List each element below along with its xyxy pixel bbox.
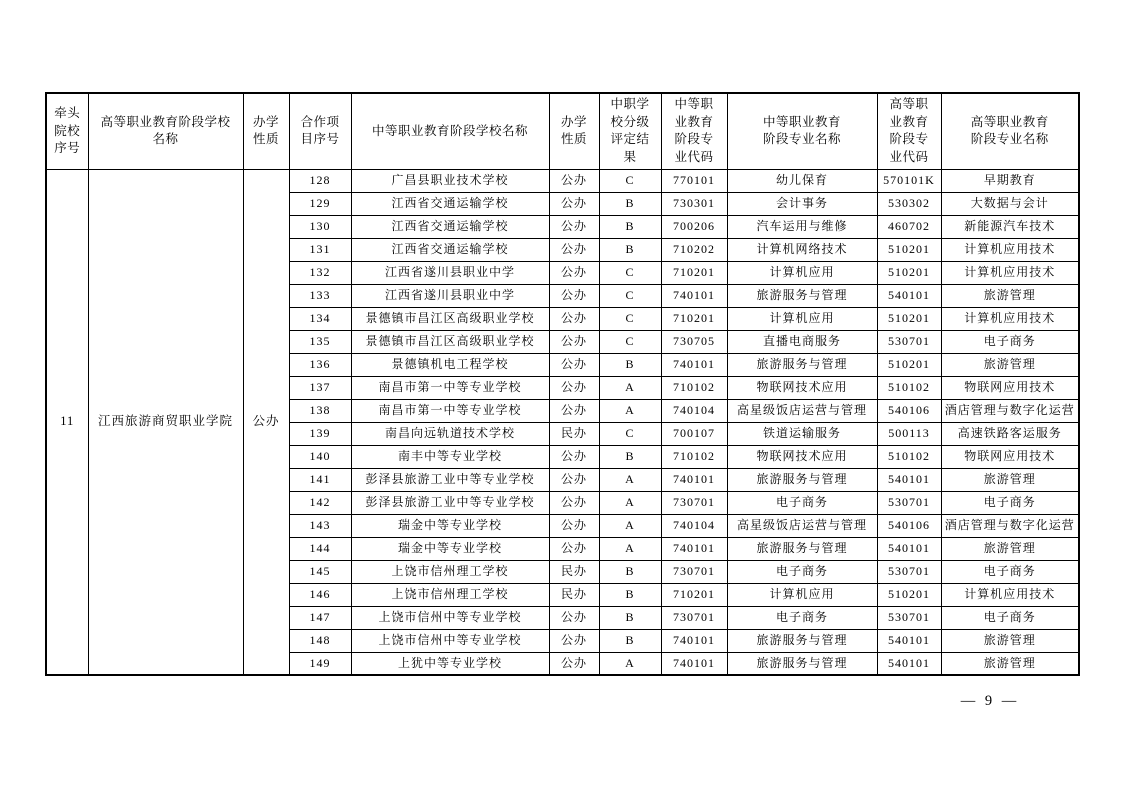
header-higher-school-type: 办学 性质 — [243, 93, 289, 169]
project-seq-cell: 131 — [289, 238, 351, 261]
secondary-major-code-cell: 710202 — [661, 238, 727, 261]
higher-major-code-cell: 510201 — [877, 583, 941, 606]
table-row — [46, 169, 1079, 192]
secondary-major-code-cell: 730701 — [661, 606, 727, 629]
higher-major-name-cell: 早期教育 — [941, 169, 1079, 192]
header-grading-result: 中职学 校分级 评定结 果 — [599, 93, 661, 169]
secondary-school-type-cell: 民办 — [549, 560, 599, 583]
higher-major-code-cell: 530701 — [877, 491, 941, 514]
grading-result-cell: A — [599, 537, 661, 560]
secondary-major-code-cell: 700206 — [661, 215, 727, 238]
secondary-school-name-cell: 景德镇市昌江区高级职业学校 — [351, 307, 549, 330]
higher-major-name-cell: 旅游管理 — [941, 652, 1079, 675]
project-seq-cell: 132 — [289, 261, 351, 284]
project-seq-cell: 134 — [289, 307, 351, 330]
secondary-school-name-cell: 瑞金中等专业学校 — [351, 514, 549, 537]
secondary-school-name-cell: 上饶市信州中等专业学校 — [351, 629, 549, 652]
secondary-major-name-cell: 物联网技术应用 — [727, 376, 877, 399]
higher-major-code-cell: 460702 — [877, 215, 941, 238]
higher-major-code-cell: 530302 — [877, 192, 941, 215]
secondary-school-type-cell: 公办 — [549, 215, 599, 238]
project-seq-cell: 149 — [289, 652, 351, 675]
secondary-school-type-cell: 公办 — [549, 514, 599, 537]
higher-major-code-cell: 540101 — [877, 652, 941, 675]
secondary-school-type-cell: 公办 — [549, 353, 599, 376]
grading-result-cell: A — [599, 376, 661, 399]
project-seq-cell: 133 — [289, 284, 351, 307]
project-seq-cell: 140 — [289, 445, 351, 468]
secondary-major-code-cell: 700107 — [661, 422, 727, 445]
secondary-school-type-cell: 公办 — [549, 284, 599, 307]
project-seq-cell: 135 — [289, 330, 351, 353]
header-secondary-major-code: 中等职 业教育 阶段专 业代码 — [661, 93, 727, 169]
secondary-school-type-cell: 公办 — [549, 330, 599, 353]
secondary-major-code-cell: 730705 — [661, 330, 727, 353]
higher-major-code-cell: 510102 — [877, 376, 941, 399]
secondary-school-type-cell: 公办 — [549, 307, 599, 330]
header-lead-college-seq: 牵头 院校 序号 — [46, 93, 88, 169]
secondary-major-code-cell: 740101 — [661, 629, 727, 652]
secondary-major-code-cell: 710102 — [661, 445, 727, 468]
secondary-school-name-cell: 彭泽县旅游工业中等专业学校 — [351, 468, 549, 491]
project-seq-cell: 148 — [289, 629, 351, 652]
secondary-school-name-cell: 景德镇市昌江区高级职业学校 — [351, 330, 549, 353]
secondary-major-code-cell: 740104 — [661, 399, 727, 422]
secondary-school-name-cell: 瑞金中等专业学校 — [351, 537, 549, 560]
secondary-school-type-cell: 民办 — [549, 422, 599, 445]
secondary-school-type-cell: 公办 — [549, 192, 599, 215]
grading-result-cell: A — [599, 468, 661, 491]
secondary-major-name-cell: 铁道运输服务 — [727, 422, 877, 445]
higher-major-name-cell: 旅游管理 — [941, 468, 1079, 491]
higher-major-code-cell: 540101 — [877, 629, 941, 652]
header-higher-major-code: 高等职 业教育 阶段专 业代码 — [877, 93, 941, 169]
secondary-major-name-cell: 幼儿保育 — [727, 169, 877, 192]
higher-major-code-cell: 510102 — [877, 445, 941, 468]
grading-result-cell: B — [599, 445, 661, 468]
project-seq-cell: 142 — [289, 491, 351, 514]
higher-major-name-cell: 酒店管理与数字化运营 — [941, 514, 1079, 537]
secondary-school-name-cell: 南昌市第一中等专业学校 — [351, 399, 549, 422]
secondary-school-type-cell: 公办 — [549, 652, 599, 675]
higher-major-name-cell: 大数据与会计 — [941, 192, 1079, 215]
higher-major-name-cell: 高速铁路客运服务 — [941, 422, 1079, 445]
secondary-school-name-cell: 江西省交通运输学校 — [351, 192, 549, 215]
secondary-major-name-cell: 计算机应用 — [727, 261, 877, 284]
grading-result-cell: A — [599, 491, 661, 514]
header-project-seq: 合作项 目序号 — [289, 93, 351, 169]
secondary-school-name-cell: 江西省遂川县职业中学 — [351, 261, 549, 284]
secondary-school-type-cell: 公办 — [549, 468, 599, 491]
secondary-school-name-cell: 江西省交通运输学校 — [351, 238, 549, 261]
secondary-major-code-cell: 730701 — [661, 491, 727, 514]
secondary-school-type-cell: 公办 — [549, 606, 599, 629]
higher-major-name-cell: 电子商务 — [941, 330, 1079, 353]
secondary-major-code-cell: 730701 — [661, 560, 727, 583]
grading-result-cell: C — [599, 330, 661, 353]
lead-college-name-cell: 江西旅游商贸职业学院 — [88, 169, 243, 675]
header-higher-major-name: 高等职业教育 阶段专业名称 — [941, 93, 1079, 169]
page-number: — 9 — — [960, 693, 1020, 709]
secondary-major-code-cell: 740101 — [661, 284, 727, 307]
secondary-major-name-cell: 旅游服务与管理 — [727, 629, 877, 652]
higher-major-code-cell: 510201 — [877, 261, 941, 284]
secondary-major-code-cell: 740101 — [661, 353, 727, 376]
header-secondary-major-name: 中等职业教育 阶段专业名称 — [727, 93, 877, 169]
header-higher-school-name: 高等职业教育阶段学校 名称 — [88, 93, 243, 169]
higher-major-name-cell: 旅游管理 — [941, 284, 1079, 307]
secondary-major-code-cell: 710201 — [661, 583, 727, 606]
higher-major-code-cell: 510201 — [877, 238, 941, 261]
secondary-school-type-cell: 公办 — [549, 238, 599, 261]
secondary-school-type-cell: 公办 — [549, 445, 599, 468]
header-row — [46, 93, 1079, 169]
grading-result-cell: C — [599, 261, 661, 284]
secondary-major-name-cell: 旅游服务与管理 — [727, 353, 877, 376]
secondary-major-name-cell: 高星级饭店运营与管理 — [727, 399, 877, 422]
project-seq-cell: 136 — [289, 353, 351, 376]
secondary-major-code-cell: 740104 — [661, 514, 727, 537]
secondary-major-name-cell: 会计事务 — [727, 192, 877, 215]
higher-major-name-cell: 旅游管理 — [941, 537, 1079, 560]
secondary-major-name-cell: 物联网技术应用 — [727, 445, 877, 468]
secondary-major-name-cell: 旅游服务与管理 — [727, 284, 877, 307]
secondary-major-code-cell: 740101 — [661, 468, 727, 491]
cooperation-projects-table — [45, 92, 1080, 676]
grading-result-cell: B — [599, 606, 661, 629]
secondary-school-name-cell: 江西省遂川县职业中学 — [351, 284, 549, 307]
grading-result-cell: B — [599, 629, 661, 652]
secondary-major-name-cell: 旅游服务与管理 — [727, 468, 877, 491]
grading-result-cell: B — [599, 192, 661, 215]
secondary-school-name-cell: 上饶市信州中等专业学校 — [351, 606, 549, 629]
secondary-major-code-cell: 710102 — [661, 376, 727, 399]
project-seq-cell: 146 — [289, 583, 351, 606]
secondary-major-name-cell: 计算机应用 — [727, 583, 877, 606]
secondary-school-type-cell: 民办 — [549, 583, 599, 606]
secondary-major-code-cell: 710201 — [661, 261, 727, 284]
grading-result-cell: B — [599, 583, 661, 606]
higher-major-name-cell: 电子商务 — [941, 560, 1079, 583]
secondary-major-name-cell: 电子商务 — [727, 560, 877, 583]
secondary-school-type-cell: 公办 — [549, 261, 599, 284]
project-seq-cell: 130 — [289, 215, 351, 238]
higher-major-code-cell: 570101K — [877, 169, 941, 192]
higher-major-name-cell: 旅游管理 — [941, 353, 1079, 376]
project-seq-cell: 139 — [289, 422, 351, 445]
secondary-school-type-cell: 公办 — [549, 629, 599, 652]
higher-major-name-cell: 物联网应用技术 — [941, 445, 1079, 468]
secondary-school-name-cell: 南昌向远轨道技术学校 — [351, 422, 549, 445]
secondary-school-name-cell: 彭泽县旅游工业中等专业学校 — [351, 491, 549, 514]
grading-result-cell: C — [599, 169, 661, 192]
table-header — [46, 93, 1079, 169]
secondary-major-name-cell: 高星级饭店运营与管理 — [727, 514, 877, 537]
higher-major-name-cell: 计算机应用技术 — [941, 261, 1079, 284]
secondary-major-code-cell: 730301 — [661, 192, 727, 215]
grading-result-cell: B — [599, 238, 661, 261]
secondary-school-name-cell: 景德镇机电工程学校 — [351, 353, 549, 376]
header-secondary-school-name: 中等职业教育阶段学校名称 — [351, 93, 549, 169]
table-body — [46, 169, 1079, 675]
project-seq-cell: 141 — [289, 468, 351, 491]
secondary-school-type-cell: 公办 — [549, 376, 599, 399]
higher-major-code-cell: 510201 — [877, 307, 941, 330]
grading-result-cell: B — [599, 560, 661, 583]
secondary-major-code-cell: 710201 — [661, 307, 727, 330]
higher-major-code-cell: 540106 — [877, 399, 941, 422]
secondary-school-type-cell: 公办 — [549, 491, 599, 514]
secondary-major-name-cell: 旅游服务与管理 — [727, 652, 877, 675]
grading-result-cell: B — [599, 353, 661, 376]
project-seq-cell: 137 — [289, 376, 351, 399]
higher-major-code-cell: 540101 — [877, 284, 941, 307]
grading-result-cell: B — [599, 215, 661, 238]
secondary-major-code-cell: 740101 — [661, 652, 727, 675]
secondary-major-name-cell: 直播电商服务 — [727, 330, 877, 353]
secondary-major-name-cell: 计算机应用 — [727, 307, 877, 330]
secondary-school-name-cell: 江西省交通运输学校 — [351, 215, 549, 238]
secondary-school-name-cell: 南昌市第一中等专业学校 — [351, 376, 549, 399]
higher-major-code-cell: 500113 — [877, 422, 941, 445]
higher-major-name-cell: 酒店管理与数字化运营 — [941, 399, 1079, 422]
secondary-school-name-cell: 上饶市信州理工学校 — [351, 560, 549, 583]
grading-result-cell: A — [599, 514, 661, 537]
secondary-school-type-cell: 公办 — [549, 169, 599, 192]
secondary-major-code-cell: 770101 — [661, 169, 727, 192]
higher-major-name-cell: 计算机应用技术 — [941, 307, 1079, 330]
secondary-major-name-cell: 电子商务 — [727, 606, 877, 629]
grading-result-cell: C — [599, 422, 661, 445]
higher-major-code-cell: 530701 — [877, 560, 941, 583]
header-secondary-school-type: 办学 性质 — [549, 93, 599, 169]
higher-major-name-cell: 电子商务 — [941, 491, 1079, 514]
secondary-major-name-cell: 汽车运用与维修 — [727, 215, 877, 238]
higher-major-code-cell: 540101 — [877, 468, 941, 491]
higher-major-code-cell: 530701 — [877, 330, 941, 353]
secondary-major-code-cell: 740101 — [661, 537, 727, 560]
secondary-school-type-cell: 公办 — [549, 399, 599, 422]
project-seq-cell: 147 — [289, 606, 351, 629]
grading-result-cell: C — [599, 284, 661, 307]
grading-result-cell: A — [599, 652, 661, 675]
lead-college-type-cell: 公办 — [243, 169, 289, 675]
project-seq-cell: 129 — [289, 192, 351, 215]
higher-major-name-cell: 物联网应用技术 — [941, 376, 1079, 399]
project-seq-cell: 143 — [289, 514, 351, 537]
higher-major-name-cell: 旅游管理 — [941, 629, 1079, 652]
grading-result-cell: A — [599, 399, 661, 422]
secondary-major-name-cell: 旅游服务与管理 — [727, 537, 877, 560]
project-seq-cell: 145 — [289, 560, 351, 583]
secondary-major-name-cell: 计算机网络技术 — [727, 238, 877, 261]
higher-major-name-cell: 计算机应用技术 — [941, 238, 1079, 261]
grading-result-cell: C — [599, 307, 661, 330]
secondary-school-type-cell: 公办 — [549, 537, 599, 560]
higher-major-name-cell: 电子商务 — [941, 606, 1079, 629]
higher-major-code-cell: 530701 — [877, 606, 941, 629]
secondary-school-name-cell: 南丰中等专业学校 — [351, 445, 549, 468]
higher-major-code-cell: 540106 — [877, 514, 941, 537]
project-seq-cell: 128 — [289, 169, 351, 192]
secondary-school-name-cell: 上犹中等专业学校 — [351, 652, 549, 675]
secondary-major-name-cell: 电子商务 — [727, 491, 877, 514]
lead-college-seq-cell: 11 — [46, 169, 88, 675]
higher-major-code-cell: 510201 — [877, 353, 941, 376]
secondary-school-name-cell: 上饶市信州理工学校 — [351, 583, 549, 606]
higher-major-name-cell: 计算机应用技术 — [941, 583, 1079, 606]
higher-major-name-cell: 新能源汽车技术 — [941, 215, 1079, 238]
higher-major-code-cell: 540101 — [877, 537, 941, 560]
project-seq-cell: 144 — [289, 537, 351, 560]
project-seq-cell: 138 — [289, 399, 351, 422]
secondary-school-name-cell: 广昌县职业技术学校 — [351, 169, 549, 192]
